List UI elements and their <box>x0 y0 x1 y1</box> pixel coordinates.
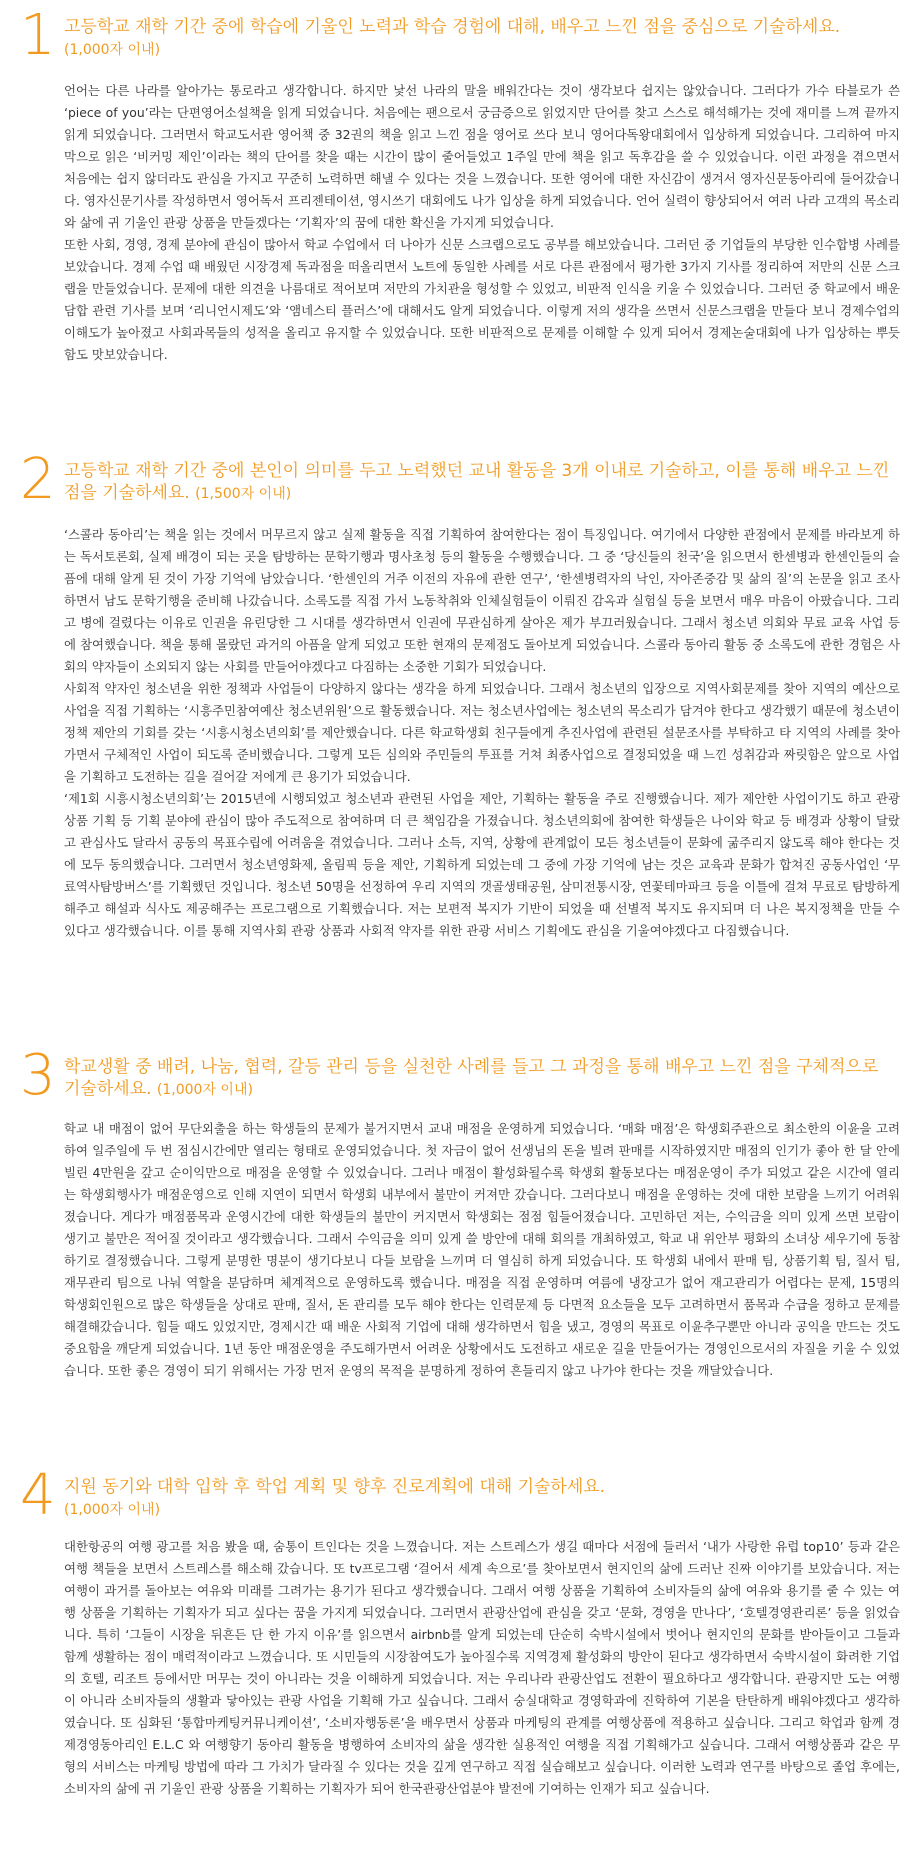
question-text: 고등학교 재학 기간 중에 학습에 기울인 노력과 학습 경험에 대해, 배우고 느낀 점을 중심으로 기술하세요. <box>64 17 841 37</box>
char-limit: (1,000자 이내) <box>156 1082 253 1098</box>
answer-body <box>64 1118 900 1382</box>
question-text: 학교생활 중 배려, 나눔, 협력, 갈등 관리 등을 실천한 사례를 들고 그 과정을 통해 배우고 느낀 점을 구체적으로 기술하세요. <box>64 1057 879 1099</box>
answer-body <box>64 80 900 366</box>
section-number: 1 <box>20 3 56 68</box>
char-limit: (1,000자 이내) <box>64 1502 161 1518</box>
answer-paragraph: 대한항공의 여행 광고를 처음 봤을 때, 숨통이 트인다는 것을 느꼈습니다. 저는 스트레스가 생길 때마다 서점에 들러서 ‘내가 사랑한 유럽 top10’ 등과 같은 여행 책들을 보면서 스트레스를 해소해 갔습니다. 또 tv프로그램 ‘걸어서 세계 속으로’를 찾아보면서 현지인의 삶에 드러난 진짜 이야기를 보았습니다. 저는 여행이 과거를 돌아보는 여유와 미래를 그려가는 용기가 된다고 생각했습니다. 그래서 여행 상품을 기획하여 소비자들의 삶에 여유와 용기를 줄 수 있는 여행 상품을 기획하는 기획자가 되고 싶다는 꿈을 가지게 되었습니다. 그러면서 관광산업에 관심을 갖고 ‘문화, 경영을 만나다’, ‘호텔경영관리론’ 등을 읽었습니다. 특히 ‘그들이 시장을 뒤흔든 단 한 가지 이유’를 읽으면서 airbnb를 알게 되었는데 단순히 숙박시설에서 벗어나 현지인의 문화를 받아들이고 그들과 함께 생활하는 점이 매력적이라고 느꼈습니다. 또 시민들의 시장참여도가 높아질수록 지역경제 활성화의 방안이 된다고 생각하면서 숙박시설이 화려한 기업의 호텔, 리조트 등에서만 머무는 것이 아니라는 것을 이해하게 되었습니다. 저는 우리나라 관광산업도 전환이 필요하다고 생각합니다. 관광지만 도는 여행이 아니라 소비자들의 생활과 닿아있는 관광 사업을 기획해 가고 싶습니다. 그래서 숭실대학교 경영학과에 진학하여 기본을 탄탄하게 배워야겠다고 생각하였습니다. 또 심화된 ‘통합마케팅커뮤니케이션’, ‘소비자행동론’을 배우면서 상품과 마케팅의 관계를 여행상품에 적용하고 싶습니다. 그리고 학업과 함께 경제경영동아리인 E.L.C 와 여행향기 동아리 활동을 병행하여 소비자의 삶을 생각한 실용적인 여행을 직접 기획해가고 싶습니다. 그래서 여행상품과 같은 무형의 서비스는 마케팅 방법에 따라 그 가치가 달라질 수 있다는 것을 깊게 연구하고 직접 실습해보고 싶습니다. 이러한 노력과 연구를 바탕으로 졸업 후에는, 소비자의 삶에 귀 기울인 관광 상품을 기획하는 기획자가 되어 한국관광산업분야 발전에 기여하는 인재가 되고 싶습니다. <box>64 1539 900 1796</box>
answer-body <box>64 524 900 942</box>
section-number: 3 <box>20 1043 56 1108</box>
section-number: 2 <box>20 447 56 512</box>
char-limit: (1,500자 이내) <box>195 486 292 502</box>
section-question <box>64 1056 890 1101</box>
question-text: 지원 동기와 대학 입학 후 학업 계획 및 향후 진로계획에 대해 기술하세요. <box>64 1477 606 1497</box>
section-question <box>64 460 890 505</box>
section-question <box>64 1476 890 1521</box>
answer-body <box>64 1536 900 1800</box>
answer-paragraph: ‘스콜라 동아리’는 책을 읽는 것에서 머무르지 않고 실제 활동을 직접 기획하여 참여한다는 점이 특징입니다. 여기에서 다양한 관점에서 문제를 바라보게 하는 독서토론회, 실제 배경이 되는 곳을 탐방하는 문학기행과 명사초청 등의 활동을 수행했습니다. 그 중 ‘당신들의 천국’을 읽으면서 한센병과 한센인들의 슬픔에 대해 알게 된 것이 가장 기억에 남았습니다. ‘한센인의 거주 이전의 자유에 관한 연구’, ‘한센병력자의 낙인, 자아존중감 및 삶의 질’의 논문을 읽고 조사하면서 남도 문학기행을 준비해 나갔습니다. 소록도를 직접 가서 노동착취와 인체실험들이 이뤄진 감옥과 실험실 등을 보면서 매우 마음이 아팠습니다. 그리고 병에 걸렸다는 이유로 인권을 유린당한 그 시대를 생각하면서 인권에 무관심하게 살아온 제가 부끄러웠습니다. 그래서 청소년 의회와 무료 교육 사업 등에 참여했습니다. 책을 통해 몰랐던 과거의 아픔을 알게 되었고 또한 현재의 문제점도 돌아보게 되었습니다. 스콜라 동아리 활동 중 소록도에 관한 경험은 사회의 약자들이 소외되지 않는 사회를 만들어야겠다고 다짐하는 소중한 기회가 되었습니다. <box>64 527 900 674</box>
answer-paragraph: ‘제1회 시흥시청소년의회’는 2015년에 시행되었고 청소년과 관련된 사업을 제안, 기획하는 활동을 주로 진행했습니다. 제가 제안한 사업이기도 하고 관광 상품 기획 등 기획 분야에 관심이 많아 주도적으로 참여하며 더 큰 책임감을 가졌습니다. 청소년의회에 참여한 학생들은 나이와 학교 등 배경과 상황이 달랐고 관심사도 달라서 공동의 목표수립에 어려움을 겪었습니다. 그러나 소득, 지역, 상황에 관계없이 모든 청소년들이 문화에 굶주리지 않도록 해야 한다는 것에 모두 동의했습니다. 그러면서 청소년영화제, 올림픽 등을 제안, 기획하게 되었는데 그 중에 가장 기억에 남는 것은 교육과 문화가 합쳐진 공동사업인 ‘무료역사탐방버스’를 기획했던 것입니다. 청소년 50명을 선정하여 우리 지역의 갯골생태공원, 삼미전통시장, 연꽃테마파크 등을 이틀에 걸쳐 무료로 탐방하게 해주고 해설과 식사도 제공해주는 프로그램으로 기획했습니다. 저는 보편적 복지가 기반이 되었을 때 선별적 복지도 유지되며 더 나은 복지정책을 만들 수 있다고 생각했습니다. 이를 통해 지역사회 관광 상품과 사회적 약자를 위한 관광 서비스 기획에도 관심을 기울여야겠다고 다짐했습니다. <box>64 791 900 938</box>
answer-paragraph: 언어는 다른 나라를 알아가는 통로라고 생각합니다. 하지만 낯선 나라의 말을 배워간다는 것이 생각보다 쉽지는 않았습니다. 그러다가 가수 타블로가 쓴 ‘piece of you’라는 단편영어소설책을 읽게 되었습니다. 처음에는 팬으로서 궁금증으로 읽었지만 단어를 찾고 스스로 해석해가는 것에 재미를 느껴 끝까지 읽게 되었습니다. 그러면서 학교도서관 영어책 중 32권의 책을 읽고 느낀 점을 영어로 쓰다 보니 영어다독왕대회에서 입상하게 되었습니다. 그리하여 마지막으로 읽은 ‘비커밍 제인’이라는 책의 단어를 찾을 때는 시간이 많이 줄어들었고 1주일 만에 책을 읽고 독후감을 쓸 수 있었습니다. 이런 과정을 겪으면서 처음에는 쉽지 않더라도 관심을 가지고 꾸준히 노력하면 해낼 수 있다는 것을 느꼈습니다. 또한 영어에 대한 자신감이 생겨서 영자신문동아리에 들어갔습니다. 영자신문기사를 작성하면서 영어독서 프리젠테이션, 영시쓰기 대회에도 나가 입상을 하게 되었습니다. 언어 실력이 향상되어서 여러 나라 고객의 목소리와 삶에 귀 기울인 관광 상품을 만들겠다는 ‘기획자’의 꿈에 대한 확신을 가지게 되었습니다. <box>64 83 900 230</box>
answer-paragraph: 사회적 약자인 청소년을 위한 정책과 사업들이 다양하지 않다는 생각을 하게 되었습니다. 그래서 청소년의 입장으로 지역사회문제를 찾아 지역의 예산으로 사업을 직접 기획하는 ‘시흥주민참여예산 청소년위원’으로 활동했습니다. 저는 청소년사업에는 청소년의 목소리가 담겨야 한다고 생각했기 때문에 청소년이 정책 제안의 기회를 갖는 ‘시흥시청소년의회’를 제안했습니다. 다른 학교학생회 친구들에게 추진사업에 관련된 설문조사를 부탁하고 타 지역의 사례를 찾아가면서 구체적인 사업이 되도록 준비했습니다. 그렇게 모든 심의와 주민들의 투표를 거쳐 최종사업으로 결정되었을 때 느낀 성취감과 짜릿함은 앞으로 사업을 기획하고 도전하는 길을 걸어갈 저에게 큰 용기가 되었습니다. <box>64 681 900 784</box>
question-text: 고등학교 재학 기간 중에 본인이 의미를 두고 노력했던 교내 활동을 3개 이내로 기술하고, 이를 통해 배우고 느낀 점을 기술하세요. <box>64 461 890 503</box>
char-limit: (1,000자 이내) <box>64 42 161 58</box>
answer-paragraph: 또한 사회, 경영, 경제 분야에 관심이 많아서 학교 수업에서 더 나아가 신문 스크랩으로도 공부를 해보았습니다. 그러던 중 기업들의 부당한 인수합병 사례를 보았습니다. 경제 수업 때 배웠던 시장경제 독과점을 떠올리면서 노트에 동일한 사례를 서로 다른 관점에서 평가한 3가지 기사를 정리하여 저만의 신문 스크랩을 만들었습니다. 문제에 대한 의견을 나름대로 적어보며 저만의 가치관을 형성할 수 있었고, 비판적 인식을 키울 수 있었습니다. 그러던 중 학교에서 배운 담합 관련 기사를 보며 ‘리니언시제도’와 ‘앰네스티 플러스’에 대해서도 알게 되었습니다. 이렇게 저의 생각을 쓰면서 신문스크랩을 만들다 보니 경제수업의 이해도가 높아졌고 사회과목들의 성적을 올리고 유지할 수 있었습니다. 또한 비판적으로 문제를 이해할 수 있게 되어서 경제논술대회에 나가 입상하는 뿌듯함도 맛보았습니다. <box>64 237 900 362</box>
section-question <box>64 16 890 61</box>
answer-paragraph: 학교 내 매점이 없어 무단외출을 하는 학생들의 문제가 불거지면서 교내 매점을 운영하게 되었습니다. ‘매화 매점’은 학생회주관으로 최소한의 이윤을 고려하여 일주일에 두 번 점심시간에만 열리는 형태로 운영되었습니다. 첫 자금이 없어 선생님의 돈을 빌려 판매를 시작하였지만 매점의 인기가 좋아 한 달 안에 빌린 4만원을 갚고 순이익만으로 매점을 운영할 수 있었습니다. 그러나 매점이 활성화될수록 학생회 활동보다는 매점운영이 주가 되었고 같은 시간에 열리는 학생회행사가 매점운영으로 인해 지연이 되면서 학생회 내부에서 불만이 커져만 갔습니다. 그러다보니 매점을 운영하는 것에 대한 보람을 느끼기 어려워졌습니다. 게다가 매점품목과 운영시간에 대한 학생들의 불만이 커지면서 학생회는 점점 힘들어졌습니다. 고민하던 저는, 수익금을 의미 있게 쓰면 보람이 생기고 불만은 적어질 것이라고 생각했습니다. 그래서 수익금을 의미 있게 쓸 방안에 대해 회의를 개최하였고, 학교 내 위안부 평화의 소녀상 세우기에 동참하기로 결정했습니다. 그렇게 분명한 명분이 생기다보니 다들 보람을 느끼며 더 열심히 하게 되었습니다. 또 학생회 내에서 판매 팀, 상품기획 팀, 질서 팀, 재무관리 팀으로 나눠 역할을 분담하며 체계적으로 운영하도록 했습니다. 매점을 직접 운영하며 여름에 냉장고가 없어 재고관리가 어렵다는 문제, 15명의 학생회인원으로 많은 학생들을 상대로 판매, 질서, 돈 관리를 모두 해야 한다는 인력문제 등 다면적 요소들을 모두 고려하면서 품목과 수급을 정하고 문제를 해결해갔습니다. 힘들 때도 있었지만, 경제시간 때 배운 사회적 기업에 대해 생각하면서 힘을 냈고, 경영의 목표로 이윤추구뿐만 아니라 공익을 만드는 것도 중요함을 깨닫게 되었습니다. 1년 동안 매점운영을 주도해가면서 어려운 상황에서도 도전하고 새로운 길을 만들어가는 경영인으로서의 자질을 키울 수 있었습니다. 또한 좋은 경영이 되기 위해서는 가장 먼저 운영의 목적을 분명하게 정하여 흔들리지 않고 나가야 한다는 것을 깨달았습니다. <box>64 1121 900 1378</box>
section-number: 4 <box>20 1463 56 1528</box>
